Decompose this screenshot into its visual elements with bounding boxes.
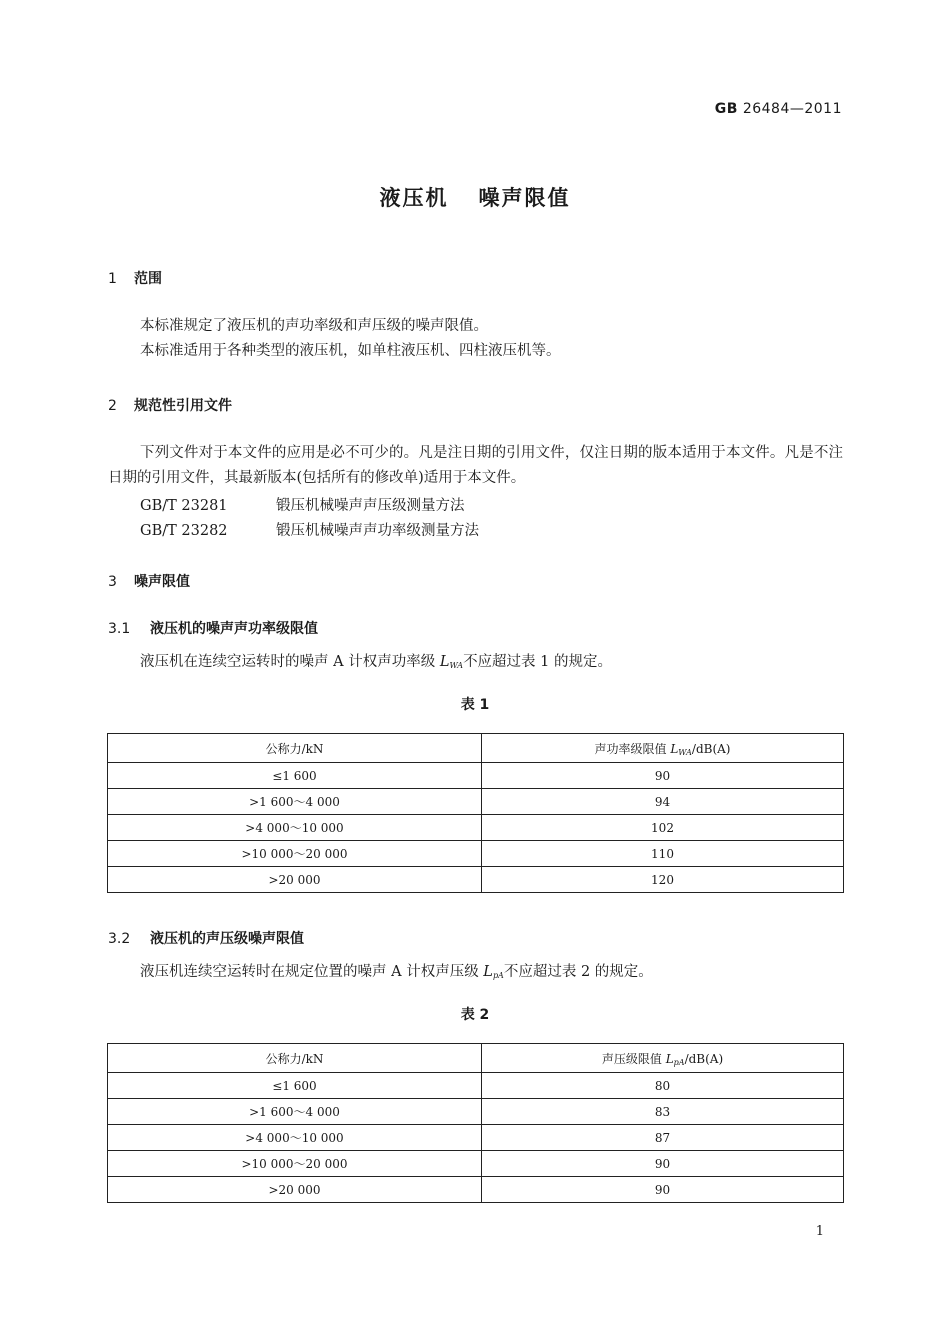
- limit-cell: 102: [482, 815, 844, 841]
- column-header-force: 公称力/kN: [108, 1044, 482, 1073]
- force-cell: ≤1 600: [108, 1073, 482, 1099]
- table-row: [108, 1177, 844, 1203]
- force-cell: >4 000～10 000: [108, 815, 482, 841]
- force-cell: >1 600～4 000: [108, 1099, 482, 1125]
- force-cell: >4 000～10 000: [108, 1125, 482, 1151]
- table-row: [108, 841, 844, 867]
- table-row: [108, 815, 844, 841]
- force-cell: >1 600～4 000: [108, 789, 482, 815]
- table-header-row: [108, 734, 844, 763]
- page-number: 1: [815, 1224, 824, 1239]
- column-header-force: 公称力/kN: [108, 734, 482, 763]
- force-cell: ≤1 600: [108, 763, 482, 789]
- force-cell: >10 000～20 000: [108, 841, 482, 867]
- table-2-caption: 表 2: [460, 1007, 490, 1023]
- table-row: [108, 1151, 844, 1177]
- table-row: [108, 867, 844, 893]
- table-row: [108, 1099, 844, 1125]
- table-1-caption: 表 1: [460, 697, 490, 713]
- section-3-2-para: 液压机连续空运转时在规定位置的噪声 A 计权声压级 $L_{pA}$不应超过表 2 的规定。: [140, 964, 653, 980]
- table-row: [108, 789, 844, 815]
- limit-cell: 90: [482, 1151, 844, 1177]
- force-cell: >20 000: [108, 1177, 482, 1203]
- reference-item: GB/T 23281 锻压机械噪声声压级测量方法: [140, 498, 465, 514]
- section-1-para-2: 本标准适用于各种类型的液压机，如单柱液压机、四柱液压机等。: [140, 343, 561, 359]
- section-3-1-para: 液压机在连续空运转时的噪声 A 计权声功率级 $L_{WA}$不应超过表 1 的规定。: [140, 654, 613, 670]
- section-2-heading: 2 规范性引用文件: [108, 398, 232, 414]
- section-1-para-1: 本标准规定了液压机的声功率级和声压级的噪声限值。: [140, 318, 488, 334]
- table-row: [108, 763, 844, 789]
- table-row: [108, 1073, 844, 1099]
- force-cell: >20 000: [108, 867, 482, 893]
- column-header-limit: 声压级限值 $L_{pA}/dB(A)$: [482, 1044, 844, 1073]
- table-row: [108, 1125, 844, 1151]
- limit-cell: 110: [482, 841, 844, 867]
- section-3-heading: 3 噪声限值: [108, 574, 190, 590]
- force-cell: >10 000～20 000: [108, 1151, 482, 1177]
- limit-cell: 90: [482, 1177, 844, 1203]
- section-1-heading: 1 范围: [108, 271, 162, 287]
- limit-cell: 94: [482, 789, 844, 815]
- section-3-2-heading: 3.2 液压机的声压级噪声限值: [108, 931, 304, 947]
- limit-cell: 87: [482, 1125, 844, 1151]
- column-header-limit: 声功率级限值 $L_{WA}/dB(A)$: [482, 734, 844, 763]
- section-2-para-1: 下列文件对于本文件的应用是必不可少的。凡是注日期的引用文件，仅注日期的版本适用于本文件。凡是不注日期的引用文件，其最新版本(包括所有的修改单)适用于本文件。: [108, 445, 843, 486]
- reference-item: GB/T 23282 锻压机械噪声声功率级测量方法: [140, 523, 479, 539]
- standard-number: GB 26484—2011: [714, 101, 842, 117]
- limit-cell: 90: [482, 763, 844, 789]
- limit-cell: 83: [482, 1099, 844, 1125]
- limit-cell: 80: [482, 1073, 844, 1099]
- table-2: [107, 1043, 844, 1203]
- limit-cell: 120: [482, 867, 844, 893]
- table-1: [107, 733, 844, 893]
- section-3-1-heading: 3.1 液压机的噪声声功率级限值: [108, 621, 318, 637]
- page-title: 液压机 噪声限值: [379, 186, 571, 210]
- table-header-row: [108, 1044, 844, 1073]
